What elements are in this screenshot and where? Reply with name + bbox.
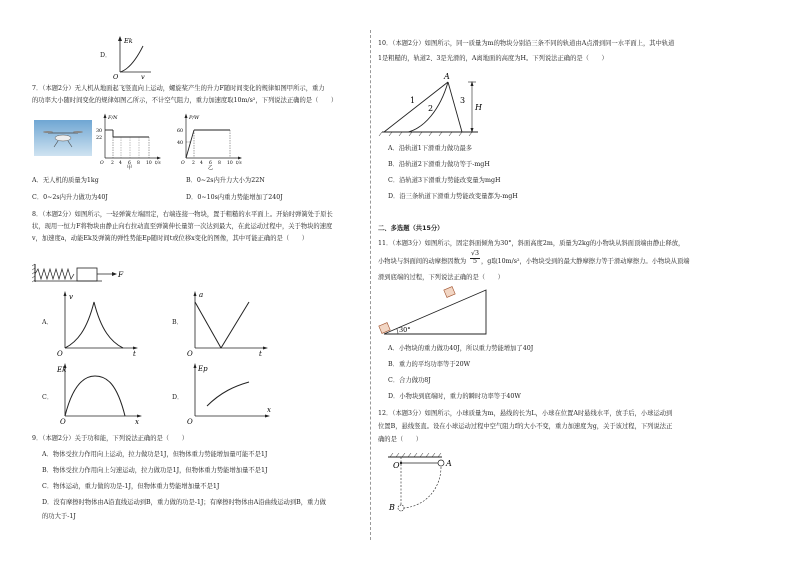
section-multiple-choice-heading: 二、多选题（共15分） (378, 225, 444, 232)
point-o-label: O (393, 461, 400, 470)
q12-stem-line1: 12．（本题3分）如图所示，小球质量为m，悬线的长为L，小球在位置A时悬线水平，放手后，小球运动到 (378, 410, 673, 417)
q12-pendulum-diagram (386, 450, 466, 516)
graph-xtick: 4 (119, 161, 122, 166)
q9-option-c: C．物体运动，重力做的功是-1J，但物体重力势能增加量不是1J (42, 483, 220, 490)
q9-option-d-line2: 的功大于-1J (42, 513, 76, 520)
q11-stem-line2b: ，g取10m/s²，小物块受到的最大静摩擦力等于滑动摩擦力。小物块从顶端 (481, 258, 690, 265)
q11-option-c: C．合力做功8J (388, 377, 431, 384)
q9-option-b: B．物体受拉力作用向上匀速运动，拉力做功是1J，但物体重力势能增加量不是1J (42, 467, 268, 474)
graph-origin: O (113, 73, 119, 81)
q10-tracks-diagram (378, 70, 488, 138)
q8-stem-line3: v，加速度a，动能Ek及弹簧的弹性势能Ep随时间t或位移x变化的图像，其中可能正确的是（ ） (32, 235, 309, 242)
q12-stem-line3: 确的是（ ） (378, 436, 423, 443)
q11-stem-line2a: 小物块与斜面间的动摩擦因数为 (378, 258, 467, 265)
q10-stem-line2: 1是粗糙的，轨道2、3是光滑的，A离地面的高度为H。下列说法正确的是（ ） (378, 55, 608, 62)
q9-option-d-line1: D．没有摩擦时物体由A沿直线运动到B，重力做的功是-1J；有摩擦时物体由A沿曲线运动到B，重力做 (42, 499, 326, 506)
q10-option-d: D．沿三条轨道下滑重力势能改变量都为-mgH (388, 193, 518, 200)
q8-option-a-graph (57, 290, 141, 358)
graph-yval-22: 22 (96, 136, 103, 141)
q8-option-a-letter: A． (42, 319, 53, 326)
q11-incline-diagram (376, 284, 496, 342)
graph-yval-60: 60 (177, 129, 184, 134)
q10-stem-line1: 10．（本题2分）如图所示，同一质量为m的物块分别沿三条不同的轨道由A点滑到同一水平面上，其中轨道 (378, 40, 675, 47)
point-b-label: B (389, 503, 395, 512)
q8-option-b-graph (187, 290, 271, 358)
q7-option-b: B．0~2s内升力大小为22N (186, 177, 265, 184)
height-label: H (475, 103, 482, 112)
graph-ylabel: P/W (189, 115, 200, 121)
q7-graph-power (177, 112, 248, 171)
graph-xtick: 8 (218, 161, 221, 166)
graph-yval-30: 30 (96, 129, 103, 134)
graph-xlabel: x (135, 418, 139, 426)
fraction-denominator: 5 (473, 257, 478, 265)
friction-coefficient-fraction (470, 251, 480, 266)
graph-xlabel: t/s (155, 161, 161, 166)
prev-option-d-graph (113, 36, 155, 81)
point-a-label: A (444, 72, 450, 81)
q8-option-c-letter: C． (42, 394, 54, 401)
graph-origin: O (57, 350, 63, 358)
q8-option-b-letter: B． (172, 319, 183, 326)
q9-stem: 9．（本题2分）关于功和能，下列说法正确的是（ ） (32, 435, 188, 442)
q8-option-d-graph (187, 362, 277, 426)
graph-ylabel: v (69, 293, 73, 301)
graph-xtick: 6 (128, 161, 131, 166)
q7-option-c: C．0~2s内升力做功为40J (32, 194, 108, 201)
point-a-label: A (446, 459, 452, 468)
q7-stem-line2: 的功率大小随时间变化的规律如图乙所示，不计空气阻力，重力加速度取10m/s²，下列说法正确的是（ ） (32, 97, 338, 104)
q11-option-b: B．重力的平均功率等于20W (388, 361, 471, 368)
q10-option-c: C．沿轨道3下滑重力势能改变量为mgH (388, 177, 501, 184)
q11-option-a: A．小物块的重力做功40J，所以重力势能增加了40J (388, 345, 534, 352)
q10-option-b: B．沿轨道2下滑重力做功等于-mgH (388, 161, 490, 168)
q11-stem-line3: 滑到底端的过程，下列说法正确的是（ ） (378, 274, 504, 281)
q10-option-a: A．沿轨道1下滑重力做功最多 (388, 145, 473, 152)
q12-stem-line2: 位置B，悬线竖直。设在小球运动过程中空气阻力f的大小不变，重力加速度为g，关于该过程，下列说法正 (378, 423, 673, 430)
graph-origin: O (187, 350, 193, 358)
graph-xlabel: t (259, 350, 262, 358)
graph-ylabel: Ek (57, 366, 67, 374)
q8-spring-diagram (32, 262, 132, 286)
graph-origin: O (100, 161, 104, 166)
graph-xtick: 6 (209, 161, 212, 166)
prev-option-d-letter: D． (100, 52, 112, 59)
graph-origin: O (181, 161, 185, 166)
q7-option-d: D．0~10s内重力势能增加了240J (186, 194, 283, 201)
graph-origin: O (187, 418, 193, 426)
q7-graph-force (96, 112, 167, 171)
graph-xlabel: t/s (236, 161, 242, 166)
q7-option-a: A．无人机的质量为1kg (32, 177, 99, 184)
graph-xtick: 10 (227, 161, 233, 166)
graph-origin: O (60, 418, 66, 426)
fraction-numerator: √3 (471, 250, 480, 257)
column-divider (370, 30, 371, 540)
graph-caption: 甲 (127, 165, 133, 171)
track-1-label: 1 (410, 96, 416, 105)
graph-ylabel: Ep (198, 365, 208, 373)
force-label: F (118, 270, 124, 279)
graph-xlabel: x (267, 406, 271, 414)
q11-option-d: D．小物块到底端时，重力的瞬时功率等于40W (388, 393, 521, 400)
graph-ylabel: a (199, 291, 204, 299)
track-3-label: 3 (460, 96, 466, 105)
q11-stem-line1: 11．（本题3分）如图所示，固定斜面倾角为30°，斜面高度2m，质量为2kg的小物块从斜面顶端由静止释放， (378, 240, 685, 247)
graph-xtick: 4 (200, 161, 203, 166)
q8-option-d-letter: D． (172, 394, 184, 401)
graph-xtick: 8 (137, 161, 140, 166)
graph-yval-40: 40 (177, 141, 184, 146)
graph-xtick: 10 (146, 161, 152, 166)
q7-stem-line1: 7．（本题2分）无人机从地面起飞竖直向上运动，螺旋桨产生的升力F随时间变化的规律如图甲所示，重力 (32, 85, 325, 92)
track-2-label: 2 (428, 104, 434, 113)
q8-stem-line1: 8．（本题2分）如图所示，一轻弹簧左端固定，右端连接一物块，置于粗糙的水平面上。开始时弹簧处于原长 (32, 211, 333, 218)
graph-xlabel: t (133, 350, 136, 358)
incline-angle-label: 30° (399, 326, 411, 334)
graph-ylabel: F/N (108, 115, 118, 121)
q9-option-a: A．物体受拉力作用向上运动，拉力做功是1J，但物体重力势能增加量可能不是1J (42, 451, 268, 458)
q8-stem-line2: 状，现用一恒力F将物块由静止向右拉动直至弹簧伸长量第一次达到最大，在此运动过程中，关于物块的速度 (32, 223, 333, 230)
graph-xtick: 2 (192, 161, 195, 166)
graph-ylabel: Ek (124, 37, 133, 45)
drone-photo (34, 120, 92, 156)
graph-caption: 乙 (208, 165, 214, 171)
q8-option-c-graph (57, 362, 147, 426)
graph-xtick: 2 (111, 161, 114, 166)
graph-xlabel: v (141, 73, 145, 81)
